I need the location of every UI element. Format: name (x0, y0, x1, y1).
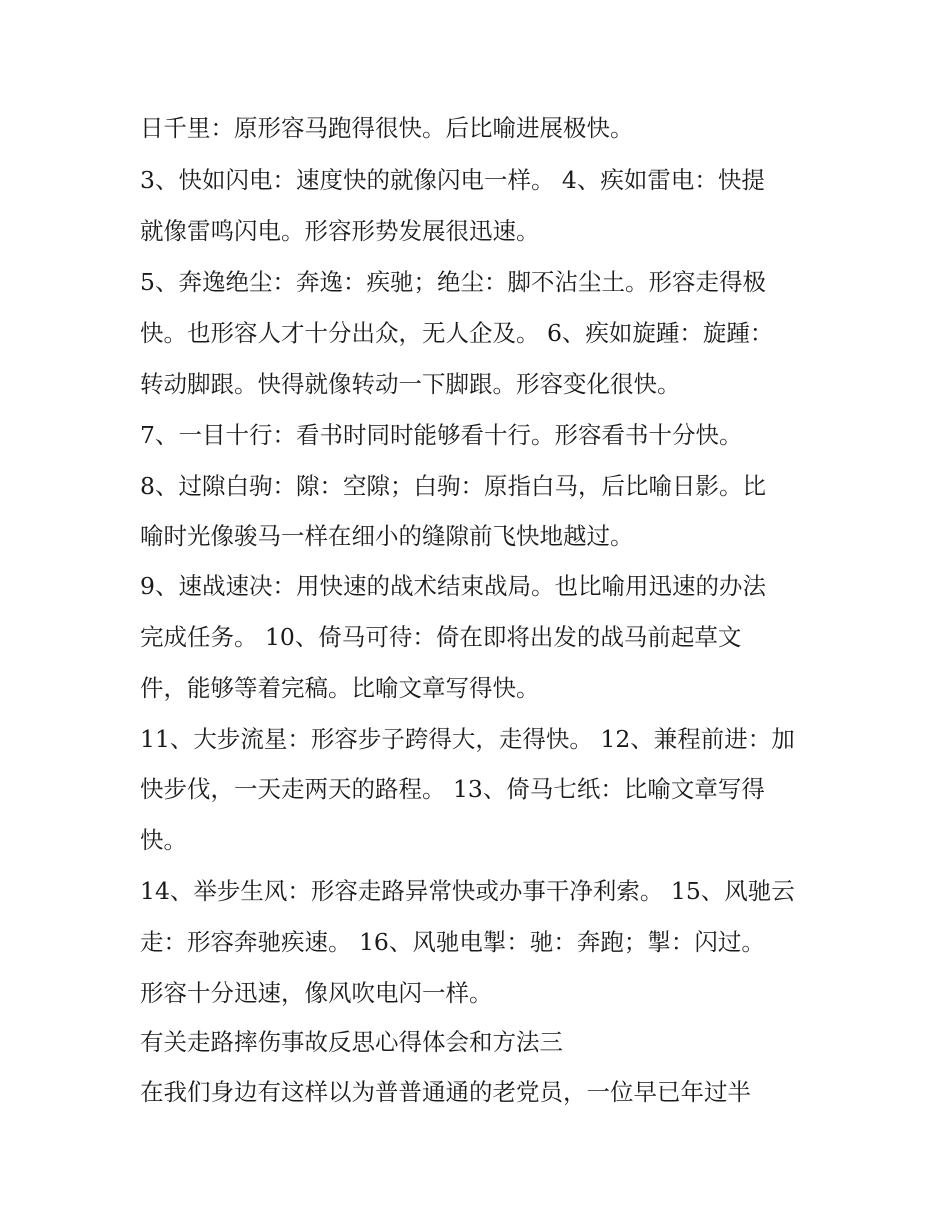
text-line: 日千里：原形容马跑得很快。后比喻进展极快。 (140, 114, 634, 142)
text-line: 完成任务。 10、倚马可待：倚在即将出发的战马前起草文 (140, 623, 742, 651)
section-heading: 有关走路摔伤事故反思心得体会和方法三 (140, 1028, 563, 1056)
text-line: 14、举步生风：形容走路异常快或办事干净利索。 15、风驰云 (140, 877, 795, 905)
text-line: 就像雷鸣闪电。形容形势发展很迅速。 (140, 217, 540, 245)
text-line: 快步伐，一天走两天的路程。 13、倚马七纸：比喻文章写得 (140, 775, 765, 803)
text-line: 喻时光像骏马一样在细小的缝隙前飞快地越过。 (140, 522, 634, 550)
text-line: 5、奔逸绝尘：奔逸：疾驰；绝尘：脚不沾尘土。形容走得极 (140, 268, 766, 296)
text-line: 3、快如闪电：速度快的就像闪电一样。 4、疾如雷电：快提 (140, 166, 765, 194)
text-line: 形容十分迅速，像风吹电闪一样。 (140, 979, 493, 1007)
text-line: 快。也形容人才十分出众，无人企及。 6、疾如旋踵：旋踵： (140, 319, 774, 347)
text-line: 在我们身边有这样以为普普通通的老党员，一位早已年过半 (140, 1078, 751, 1106)
text-line: 快。 (140, 826, 187, 854)
text-line: 11、大步流星：形容步子跨得大，走得快。 12、兼程前进：加 (140, 725, 795, 753)
text-line: 7、一目十行：看书时同时能够看十行。形容看书十分快。 (140, 421, 743, 449)
text-line: 走：形容奔驰疾速。 16、风驰电掣：驰：奔跑；掣：闪过。 (140, 928, 765, 956)
text-line: 8、过隙白驹：隙：空隙；白驹：原指白马，后比喻日影。比 (140, 472, 766, 500)
text-line: 转动脚跟。快得就像转动一下脚跟。形容变化很快。 (140, 370, 681, 398)
text-line: 件，能够等着完稿。比喻文章写得快。 (140, 674, 540, 702)
text-line: 9、速战速决：用快速的战术结束战局。也比喻用迅速的办法 (140, 572, 766, 600)
